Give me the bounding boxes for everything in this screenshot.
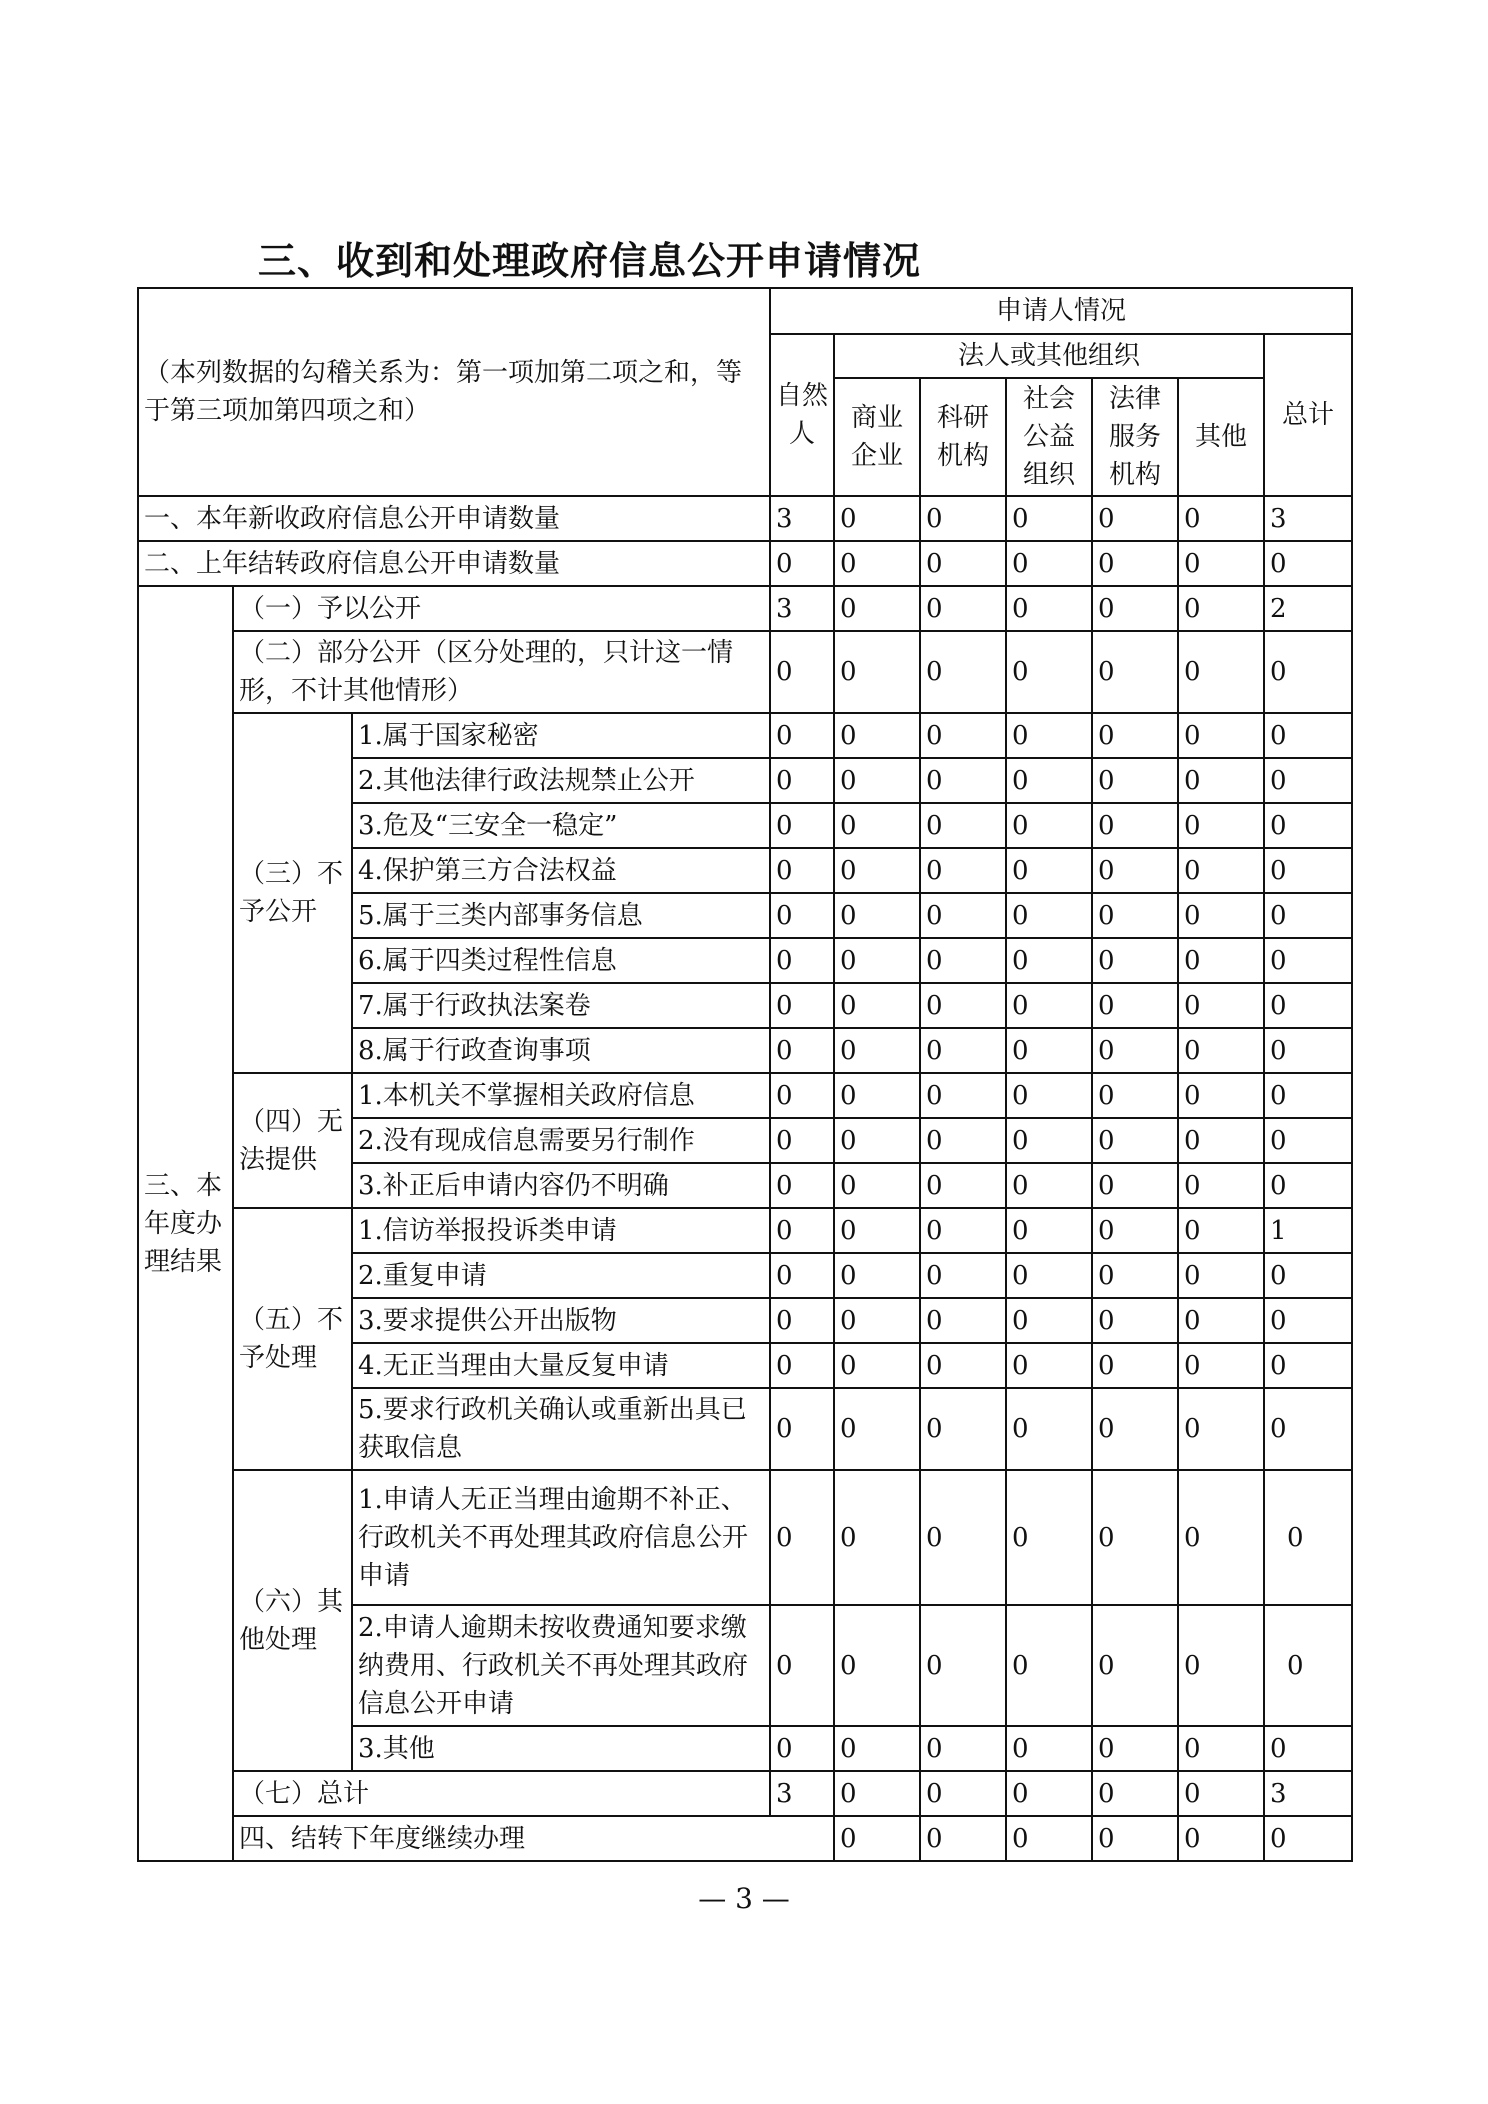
cell: 0 (1178, 983, 1264, 1028)
cell: 0 (834, 1816, 920, 1861)
cell: 0 (834, 983, 920, 1028)
table-row (138, 1208, 1352, 1253)
cell: 0 (834, 631, 920, 713)
cell: 0 (1092, 1253, 1178, 1298)
table-row-new (138, 496, 1352, 541)
cell: 0 (920, 1253, 1006, 1298)
cell: 0 (920, 848, 1006, 893)
table-row-partial (138, 631, 1352, 713)
cell: 0 (834, 758, 920, 803)
cell: 0 (1264, 1605, 1352, 1726)
cell: 0 (770, 1298, 834, 1343)
row-label: 3.要求提供公开出版物 (352, 1298, 770, 1343)
cell: 0 (1006, 1771, 1092, 1816)
cell: 0 (834, 893, 920, 938)
header-total: 总计 (1264, 334, 1352, 496)
cell: 0 (1264, 1028, 1352, 1073)
cell: 0 (1264, 893, 1352, 938)
cell: 0 (1092, 1771, 1178, 1816)
cell: 0 (1178, 758, 1264, 803)
cell: 0 (1092, 1816, 1178, 1861)
cell: 0 (1178, 803, 1264, 848)
cell: 0 (834, 541, 920, 586)
cell: 0 (1178, 1163, 1264, 1208)
cell: 0 (920, 1388, 1006, 1470)
cell: 0 (770, 1470, 834, 1605)
table-row-total (138, 1771, 1352, 1816)
cell: 3 (770, 496, 834, 541)
cell: 0 (770, 1073, 834, 1118)
cell: 0 (770, 893, 834, 938)
cell: 0 (1092, 1343, 1178, 1388)
cell: 0 (834, 848, 920, 893)
cell: 0 (1178, 1388, 1264, 1470)
cell: 0 (1264, 631, 1352, 713)
cell: 0 (920, 713, 1006, 758)
group-label-not-process: （五）不予处理 (233, 1208, 352, 1470)
cell: 0 (1006, 1470, 1092, 1605)
cell: 0 (920, 758, 1006, 803)
cell: 0 (1178, 1771, 1264, 1816)
cell: 0 (1092, 1208, 1178, 1253)
cell: 0 (1178, 541, 1264, 586)
row-label: 四、结转下年度继续办理 (233, 1816, 834, 1861)
info-disclosure-table (137, 287, 1353, 1862)
row-label: 2.其他法律行政法规禁止公开 (352, 758, 770, 803)
cell: 0 (1006, 1118, 1092, 1163)
cell: 0 (1092, 1028, 1178, 1073)
cell: 0 (1178, 1470, 1264, 1605)
cell: 0 (1178, 713, 1264, 758)
cell: 0 (920, 1605, 1006, 1726)
cell: 0 (1178, 1605, 1264, 1726)
cell: 0 (1178, 1073, 1264, 1118)
cell: 0 (834, 1605, 920, 1726)
table-row-disclose (138, 586, 1352, 631)
cell: 0 (1006, 541, 1092, 586)
row-label: 3.危及“三安全一稳定” (352, 803, 770, 848)
cell: 0 (1264, 1118, 1352, 1163)
row-label: 1.申请人无正当理由逾期不补正、行政机关不再处理其政府信息公开申请 (352, 1470, 770, 1605)
cell: 0 (920, 1073, 1006, 1118)
results-label: 三、本年度办理结果 (138, 586, 233, 1861)
row-label: 4.无正当理由大量反复申请 (352, 1343, 770, 1388)
cell: 0 (1178, 1343, 1264, 1388)
cell: 0 (1092, 1298, 1178, 1343)
cell: 0 (1006, 1163, 1092, 1208)
group-label-other-process: （六）其他处理 (233, 1470, 352, 1771)
row-label: 1.信访举报投诉类申请 (352, 1208, 770, 1253)
cell: 0 (770, 1208, 834, 1253)
row-label: （七）总计 (233, 1771, 770, 1816)
cell: 0 (920, 803, 1006, 848)
cell: 0 (1178, 848, 1264, 893)
cell: 0 (770, 713, 834, 758)
cell: 0 (920, 983, 1006, 1028)
row-label: 3.补正后申请内容仍不明确 (352, 1163, 770, 1208)
cell: 0 (1264, 1470, 1352, 1605)
cell: 0 (920, 586, 1006, 631)
cell: 0 (1092, 1388, 1178, 1470)
cell: 3 (770, 586, 834, 631)
cell: 0 (834, 1118, 920, 1163)
cell: 0 (1178, 1253, 1264, 1298)
cell: 0 (834, 586, 920, 631)
cell: 0 (1092, 631, 1178, 713)
cell: 0 (1264, 1388, 1352, 1470)
cell: 0 (770, 1163, 834, 1208)
cell: 0 (920, 1118, 1006, 1163)
cell: 0 (1264, 1163, 1352, 1208)
cell: 0 (1178, 1118, 1264, 1163)
cell: 0 (1092, 541, 1178, 586)
cell: 0 (920, 893, 1006, 938)
row-label: 2.没有现成信息需要另行制作 (352, 1118, 770, 1163)
cell: 0 (770, 1388, 834, 1470)
cell: 0 (1006, 1605, 1092, 1726)
cell: 0 (834, 803, 920, 848)
cell: 0 (1264, 848, 1352, 893)
cell: 0 (1006, 631, 1092, 713)
cell: 0 (1178, 1298, 1264, 1343)
cell: 0 (1264, 1253, 1352, 1298)
cell: 0 (834, 938, 920, 983)
cell: 1 (1264, 1208, 1352, 1253)
header-research: 科研机构 (920, 378, 1006, 496)
cell: 0 (1006, 893, 1092, 938)
cell: 0 (1092, 803, 1178, 848)
cell: 0 (1178, 938, 1264, 983)
header-natural-person: 自然人 (770, 334, 834, 496)
cell: 0 (834, 1726, 920, 1771)
cell: 0 (1178, 1028, 1264, 1073)
header-note: （本列数据的勾稽关系为：第一项加第二项之和，等于第三项加第四项之和） (138, 288, 770, 496)
cell: 0 (1092, 938, 1178, 983)
cell: 0 (920, 1298, 1006, 1343)
page-title: 三、收到和处理政府信息公开申请情况 (258, 239, 922, 283)
cell: 0 (834, 1208, 920, 1253)
cell: 0 (770, 758, 834, 803)
cell: 0 (1092, 1163, 1178, 1208)
cell: 0 (770, 1118, 834, 1163)
table-row (138, 1470, 1352, 1605)
cell: 0 (1092, 1726, 1178, 1771)
row-label: 3.其他 (352, 1726, 770, 1771)
row-label: 2.申请人逾期未按收费通知要求缴纳费用、行政机关不再处理其政府信息公开申请 (352, 1605, 770, 1726)
cell: 0 (1264, 938, 1352, 983)
cell: 0 (834, 1343, 920, 1388)
cell: 0 (1178, 1208, 1264, 1253)
cell: 0 (1264, 803, 1352, 848)
row-label: 1.属于国家秘密 (352, 713, 770, 758)
cell: 0 (1264, 758, 1352, 803)
row-label: 4.保护第三方合法权益 (352, 848, 770, 893)
cell: 0 (1092, 983, 1178, 1028)
cell: 0 (1006, 1816, 1092, 1861)
row-label: 二、上年结转政府信息公开申请数量 (138, 541, 770, 586)
cell: 0 (1092, 758, 1178, 803)
cell: 0 (1092, 496, 1178, 541)
cell: 0 (1264, 713, 1352, 758)
row-label: 5.属于三类内部事务信息 (352, 893, 770, 938)
cell: 0 (1092, 586, 1178, 631)
cell: 0 (834, 1253, 920, 1298)
cell: 0 (1006, 1726, 1092, 1771)
row-label: 1.本机关不掌握相关政府信息 (352, 1073, 770, 1118)
cell: 0 (770, 848, 834, 893)
cell: 0 (1092, 713, 1178, 758)
cell: 0 (1178, 586, 1264, 631)
cell: 0 (770, 1028, 834, 1073)
cell: 0 (1006, 848, 1092, 893)
cell: 0 (1264, 1073, 1352, 1118)
row-label: 8.属于行政查询事项 (352, 1028, 770, 1073)
cell: 0 (834, 1073, 920, 1118)
cell: 0 (920, 541, 1006, 586)
cell: 0 (1006, 1343, 1092, 1388)
cell: 0 (1092, 1605, 1178, 1726)
cell: 0 (1006, 758, 1092, 803)
cell: 0 (920, 1028, 1006, 1073)
cell: 0 (834, 1163, 920, 1208)
cell: 0 (834, 1028, 920, 1073)
cell: 0 (1178, 1816, 1264, 1861)
cell: 0 (1006, 1253, 1092, 1298)
cell: 0 (920, 1470, 1006, 1605)
cell: 0 (920, 1726, 1006, 1771)
cell: 0 (1092, 1073, 1178, 1118)
cell: 0 (1006, 1073, 1092, 1118)
cell: 0 (1264, 1816, 1352, 1861)
cell: 3 (770, 1771, 834, 1816)
row-label: 一、本年新收政府信息公开申请数量 (138, 496, 770, 541)
cell: 0 (920, 1208, 1006, 1253)
cell: 0 (920, 1816, 1006, 1861)
cell: 0 (1006, 938, 1092, 983)
cell: 0 (834, 1388, 920, 1470)
cell: 0 (1006, 713, 1092, 758)
cell: 0 (920, 496, 1006, 541)
cell: 0 (1006, 1388, 1092, 1470)
table-row-carry-next (138, 1816, 1352, 1861)
header-legal-group: 法人或其他组织 (834, 334, 1264, 378)
table-row (138, 713, 1352, 758)
cell: 0 (770, 803, 834, 848)
cell: 0 (770, 1253, 834, 1298)
cell: 3 (1264, 1771, 1352, 1816)
table-row-carryover (138, 541, 1352, 586)
cell: 0 (834, 496, 920, 541)
group-label-unable: （四）无法提供 (233, 1073, 352, 1208)
cell: 0 (1092, 1118, 1178, 1163)
row-label: 2.重复申请 (352, 1253, 770, 1298)
row-label: （一）予以公开 (233, 586, 770, 631)
cell: 0 (770, 1726, 834, 1771)
cell: 0 (1006, 1298, 1092, 1343)
cell: 2 (1264, 586, 1352, 631)
row-label: 5.要求行政机关确认或重新出具已获取信息 (352, 1388, 770, 1470)
cell: 3 (1264, 496, 1352, 541)
header-applicant: 申请人情况 (770, 288, 1352, 334)
cell: 0 (1006, 1028, 1092, 1073)
cell: 0 (1006, 496, 1092, 541)
cell: 0 (1006, 1208, 1092, 1253)
cell: 0 (1264, 1343, 1352, 1388)
cell: 0 (770, 1343, 834, 1388)
cell: 0 (770, 983, 834, 1028)
page-number: — 3 — (698, 1882, 790, 1915)
cell: 0 (834, 1470, 920, 1605)
cell: 0 (770, 541, 834, 586)
cell: 0 (1006, 983, 1092, 1028)
header-business: 商业企业 (834, 378, 920, 496)
cell: 0 (1264, 541, 1352, 586)
cell: 0 (1092, 1470, 1178, 1605)
cell: 0 (834, 713, 920, 758)
cell: 0 (1092, 848, 1178, 893)
row-label: 7.属于行政执法案卷 (352, 983, 770, 1028)
header-social: 社会公益组织 (1006, 378, 1092, 496)
cell: 0 (920, 1343, 1006, 1388)
table-row (138, 1073, 1352, 1118)
cell: 0 (770, 1605, 834, 1726)
cell: 0 (1006, 586, 1092, 631)
cell: 0 (920, 1771, 1006, 1816)
cell: 0 (770, 631, 834, 713)
header-legal-service: 法律服务机构 (1092, 378, 1178, 496)
cell: 0 (1178, 1726, 1264, 1771)
cell: 0 (920, 1163, 1006, 1208)
cell: 0 (1178, 631, 1264, 713)
header-other: 其他 (1178, 378, 1264, 496)
cell: 0 (1264, 1298, 1352, 1343)
cell: 0 (834, 1298, 920, 1343)
row-label: 6.属于四类过程性信息 (352, 938, 770, 983)
cell: 0 (770, 938, 834, 983)
cell: 0 (1178, 893, 1264, 938)
row-label: （二）部分公开（区分处理的，只计这一情形，不计其他情形） (233, 631, 770, 713)
cell: 0 (920, 631, 1006, 713)
cell: 0 (834, 1771, 920, 1816)
cell: 0 (1264, 983, 1352, 1028)
group-label-not-disclose: （三）不予公开 (233, 713, 352, 1073)
cell: 0 (1178, 496, 1264, 541)
cell: 0 (1092, 893, 1178, 938)
cell: 0 (1264, 1726, 1352, 1771)
cell: 0 (920, 938, 1006, 983)
cell: 0 (1006, 803, 1092, 848)
